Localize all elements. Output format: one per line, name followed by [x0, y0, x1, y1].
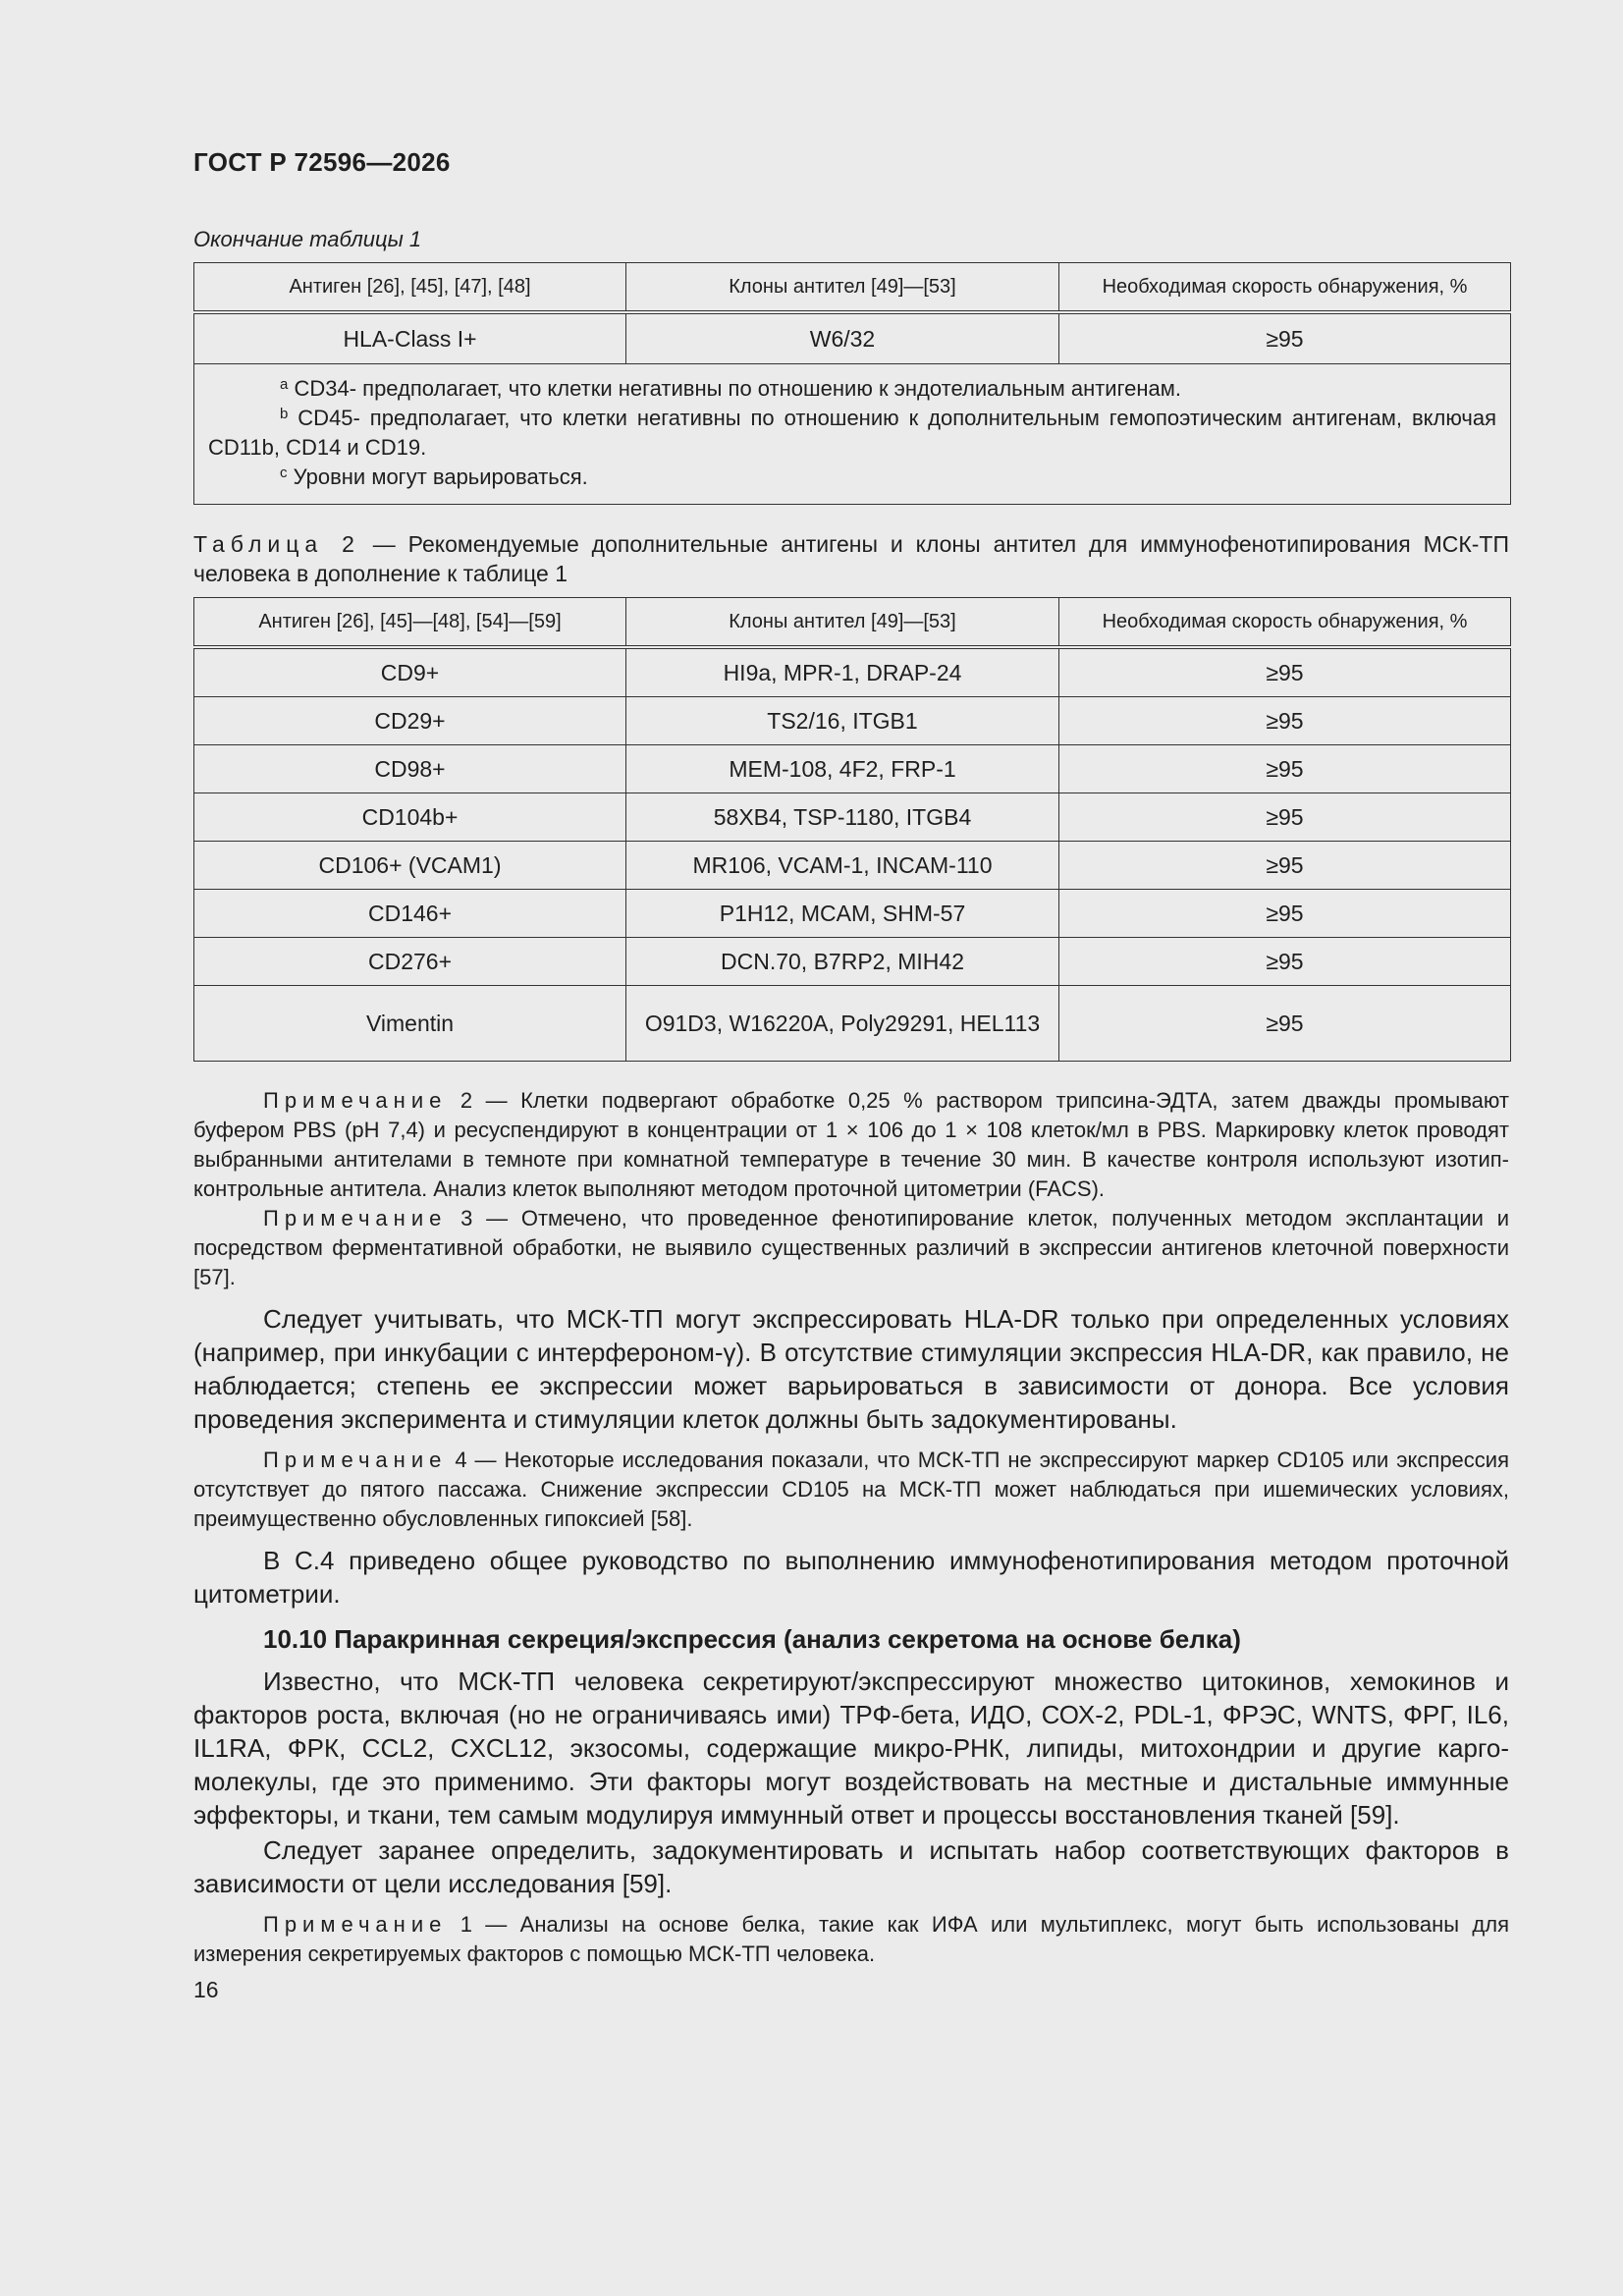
table1-continuation: [193, 262, 1511, 505]
table-cell: TS2/16, ITGB1: [626, 697, 1059, 745]
table2-caption: [193, 529, 1509, 588]
table-row: [194, 745, 1511, 793]
footnote-b: [208, 404, 1496, 463]
table-row: [194, 647, 1511, 697]
table2-caption-text: — Рекомендуемые дополнительные антигены и клоны антител для иммунофенотипирования МСК-ТП человека в дополнение к таблице 1: [193, 531, 1509, 586]
section-heading-10-10: 10.10 Паракринная секреция/экспрессия (анализ секретома на основе белка): [263, 1624, 1241, 1654]
table-cell: CD146+: [194, 890, 626, 938]
table-cell: 58XB4, TSP-1180, ITGB4: [626, 793, 1059, 842]
table-cell: ≥95: [1059, 938, 1511, 986]
page-number: 16: [193, 1977, 219, 2002]
table-cell: MR106, VCAM-1, INCAM-110: [626, 842, 1059, 890]
table-row: [194, 938, 1511, 986]
note-label: Примечание: [263, 1448, 448, 1472]
note-3: [193, 1204, 1509, 1292]
table-cell: CD104b+: [194, 793, 626, 842]
footnote-mark: a: [280, 376, 289, 393]
footnote-text: CD34- предполагает, что клетки негативны по отношению к эндотелиальным антигенам.: [294, 376, 1181, 401]
note-text: 4 — Некоторые исследования показали, что МСК-ТП не экспрессируют маркер CD105 или экспрессия отсутствует до пятого пассажа. Снижение экспрессии CD105 на МСК-ТП может наблюдаться при ишемических условиях, преимущественно обусловленных гипоксией [58].: [193, 1448, 1509, 1531]
table-cell: CD106+ (VCAM1): [194, 842, 626, 890]
table-row: [194, 793, 1511, 842]
standard-header: ГОСТ Р 72596—2026: [193, 147, 451, 177]
table-row: [194, 986, 1511, 1062]
paragraph-known-factors: Известно, что МСК-ТП человека секретируют/экспрессируют множество цитокинов, хемокинов и факторов роста, включая (но не ограничиваясь ими) ТРФ-бета, ИДО, СОХ-2, PDL-1, ФРЭС, WNTS, ФРГ, IL6, IL1RA, ФРК, CCL2, CXCL12, экзосомы, содержащие микро-РНК, липиды, митохондрии и другие карго-молекулы, где это применимо. Эти факторы могут воздействовать на местные и дистальные иммунные эффекторы, и ткани, тем самым модулируя иммунный ответ и процессы восстановления тканей [59].: [193, 1667, 1509, 1830]
note-label: Примечание: [263, 1912, 448, 1937]
footnote-text: Уровни могут варьироваться.: [293, 465, 588, 489]
table1-header-detection-rate: Необходимая скорость обнаружения, %: [1059, 263, 1511, 313]
table2-header-clones: Клоны антител [49]—[53]: [626, 598, 1059, 648]
note-text: 3 — Отмечено, что проведенное фенотипирование клеток, полученных методом эксплантации и посредством ферментативной обработки, не выявило существенных различий в экспрессии антигенов клеточной поверхности [57].: [193, 1206, 1509, 1289]
table2-header-antigen: Антиген [26], [45]—[48], [54]—[59]: [194, 598, 626, 648]
table1-header-antigen: Антиген [26], [45], [47], [48]: [194, 263, 626, 313]
paragraph-hla-dr: Следует учитывать, что МСК-ТП могут экспрессировать HLA-DR только при определенных условиях (например, при инкубации с интерфероном-γ). В отсутствие стимуляции экспрессия HLA-DR, как правило, не наблюдается; степень ее экспрессии может варьироваться в зависимости от донора. Все условия проведения эксперимента и стимуляции клеток должны быть задокументированы.: [193, 1304, 1509, 1434]
table-cell: HLA-Class I+: [194, 312, 626, 364]
table2-header-detection-rate: Необходимая скорость обнаружения, %: [1059, 598, 1511, 648]
table-cell: W6/32: [626, 312, 1059, 364]
note-text: 1 — Анализы на основе белка, такие как ИФА или мультиплекс, могут быть использованы для измерения секретируемых факторов с помощью МСК-ТП человека.: [193, 1912, 1509, 1966]
note-text: 2 — Клетки подвергают обработке 0,25 % раствором трипсина-ЭДТА, затем дважды промывают буфером PBS (pH 7,4) и ресуспендируют в концентрации от 1 × 106 до 1 × 108 клеток/мл в PBS. Маркировку клеток проводят выбранными антителами в темноте при комнатной температуре в течение 30 мин. В качестве контроля используют изотип-контрольные антитела. Анализ клеток выполняют методом проточной цитометрии (FACS).: [193, 1088, 1509, 1201]
table-cell: ≥95: [1059, 793, 1511, 842]
table-cell: O91D3, W16220A, Poly29291, HEL113: [626, 986, 1059, 1062]
table-cell: P1H12, MCAM, SHM-57: [626, 890, 1059, 938]
table1-footnotes-row: [194, 364, 1511, 505]
document-page: [193, 147, 1509, 2003]
note-label: Примечание: [263, 1206, 448, 1230]
note-label: Примечание: [263, 1088, 448, 1113]
table-cell: ≥95: [1059, 697, 1511, 745]
table-cell: ≥95: [1059, 842, 1511, 890]
paragraph-c4: В С.4 приведено общее руководство по выполнению иммунофенотипирования методом проточной цитометрии.: [193, 1546, 1509, 1609]
table-cell: Vimentin: [194, 986, 626, 1062]
table-cell: ≥95: [1059, 312, 1511, 364]
table1-header-clones: Клоны антител [49]—[53]: [626, 263, 1059, 313]
table-cell: CD9+: [194, 647, 626, 697]
table1-footnotes: [194, 364, 1511, 505]
footnote-mark: c: [280, 465, 288, 481]
footnote-a: [208, 374, 1496, 404]
paragraph-define-factors: Следует заранее определить, задокументировать и испытать набор соответствующих факторов в зависимости от цели исследования [59].: [193, 1835, 1509, 1898]
table-cell: CD29+: [194, 697, 626, 745]
table-cell: ≥95: [1059, 986, 1511, 1062]
table-cell: CD276+: [194, 938, 626, 986]
table1-continuation-caption: Окончание таблицы 1: [193, 227, 422, 251]
table2: [193, 597, 1511, 1062]
table-cell: MEM-108, 4F2, FRP-1: [626, 745, 1059, 793]
table-cell: ≥95: [1059, 745, 1511, 793]
note-2: [193, 1086, 1509, 1204]
table-cell: ≥95: [1059, 890, 1511, 938]
table-cell: ≥95: [1059, 647, 1511, 697]
footnote-text: CD45- предполагает, что клетки негативны по отношению к дополнительным гемопоэтическим антигенам, включая CD11b, CD14 и CD19.: [208, 406, 1496, 460]
table-cell: DCN.70, B7RP2, MIH42: [626, 938, 1059, 986]
footnote-c: [208, 463, 1496, 492]
table-cell: CD98+: [194, 745, 626, 793]
footnote-mark: b: [280, 406, 289, 422]
table-cell: HI9a, MPR-1, DRAP-24: [626, 647, 1059, 697]
table-row: [194, 312, 1511, 364]
table-row: [194, 890, 1511, 938]
table-row: [194, 842, 1511, 890]
note-4: [193, 1446, 1509, 1534]
table2-caption-label: Таблица 2: [193, 531, 360, 557]
table-row: [194, 697, 1511, 745]
note-1: [193, 1910, 1509, 1969]
